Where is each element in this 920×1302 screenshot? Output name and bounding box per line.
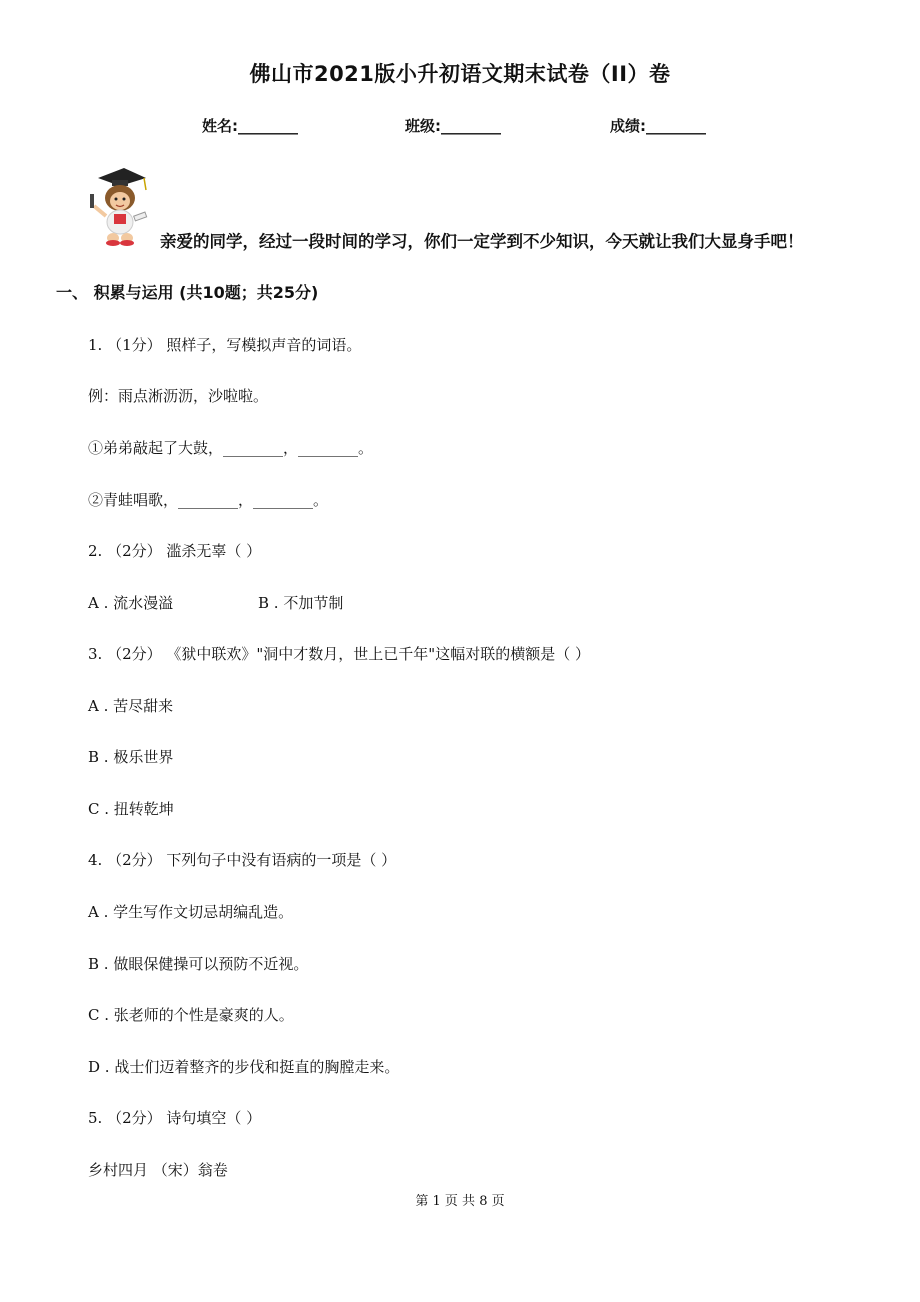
score-field: 成绩:________ [610,117,706,135]
question-1-stem: 1. （1分） 照样子，写模拟声音的词语。 [88,336,362,354]
question-3-option-c: C . 扭转乾坤 [88,800,174,818]
class-field: 班级:________ [405,117,501,135]
page-footer: 第 1 页 共 8 页 [415,1194,505,1209]
name-field: 姓名:________ [202,117,298,135]
question-4-option-a: A . 学生写作文切忌胡编乱造。 [88,903,294,921]
question-1-item-2: ②青蛙唱歌，________，________。 [88,491,329,509]
question-3-option-a: A . 苦尽甜来 [88,697,174,715]
question-2-option-a: A . 流水漫溢 [88,594,174,612]
section-heading: 一、 积累与运用 (共10题；共25分) [56,283,319,302]
question-4-option-d: D . 战士们迈着整齐的步伐和挺直的胸膛走来。 [88,1058,400,1076]
question-4-option-c: C . 张老师的个性是豪爽的人。 [88,1006,294,1024]
question-2-stem: 2. （2分） 滥杀无辜（ ） [88,542,262,560]
question-5-poem-title: 乡村四月 （宋）翁卷 [88,1161,228,1179]
question-2-option-b: B . 不加节制 [258,594,344,612]
question-4-option-b: B . 做眼保健操可以预防不近视。 [88,955,309,973]
page-title: 佛山市2021版小升初语文期末试卷（II）卷 [249,62,671,86]
question-3-option-b: B . 极乐世界 [88,748,174,766]
question-1-example: 例：雨点淅沥沥，沙啦啦。 [88,387,269,405]
graduate-mascot-icon [86,164,152,248]
greeting-text: 亲爱的同学，经过一段时间的学习，你们一定学到不少知识，今天就让我们大显身手吧！ [160,232,804,251]
question-3-stem: 3. （2分） 《狱中联欢》"洞中才数月，世上已千年"这幅对联的横额是（ ） [88,645,590,663]
question-5-stem: 5. （2分） 诗句填空（ ） [88,1109,262,1127]
question-4-stem: 4. （2分） 下列句子中没有语病的一项是（ ） [88,851,397,869]
question-1-item-1: ①弟弟敲起了大鼓，________，________。 [88,439,374,457]
